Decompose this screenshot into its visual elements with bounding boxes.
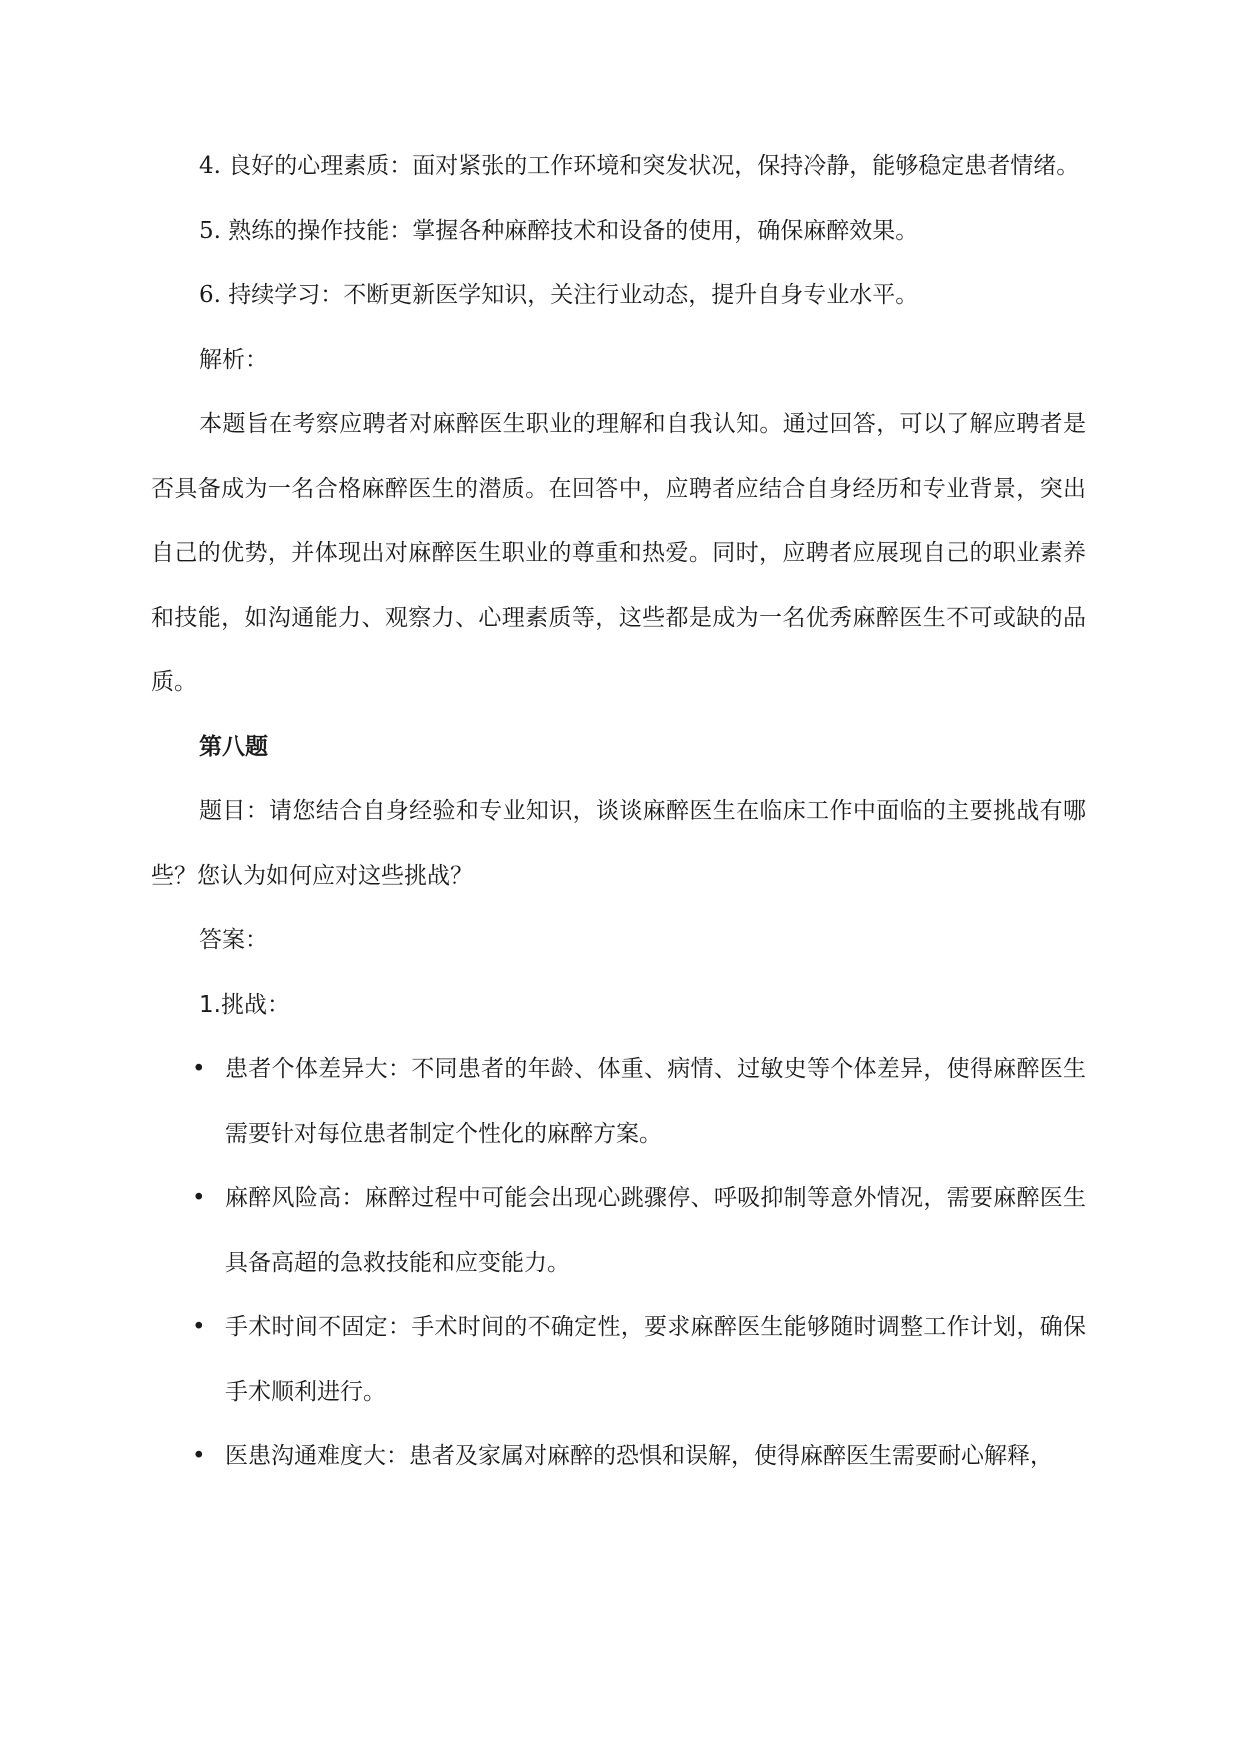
paragraph-operating-skills: 5. 熟练的操作技能：掌握各种麻醉技术和设备的使用，确保麻醉效果。 <box>199 217 919 244</box>
list-item-text: 医患沟通难度大：患者及家属对麻醉的恐惧和误解，使得麻醉医生需要耐心解释， <box>225 1443 1053 1469</box>
bullet-icon: • <box>192 1185 206 1211</box>
bullet-icon: • <box>192 1056 206 1082</box>
list-item-text: 麻醉风险高：麻醉过程中可能会出现心跳骤停、呼吸抑制等意外情况，需要麻醉医生具备高超的急救技能和应变能力。 <box>225 1185 1086 1276</box>
analysis-label: 解析： <box>199 346 268 373</box>
paragraph-continuous-learning: 6. 持续学习：不断更新医学知识，关注行业动态，提升自身专业水平。 <box>199 282 919 308</box>
bullet-icon: • <box>192 1443 206 1469</box>
analysis-paragraph: 本题旨在考察应聘者对麻醉医生职业的理解和自我认知。通过回答，可以了解应聘者是否具备成为一名合格麻醉医生的潜质。在回答中，应聘者应结合自身经历和专业背景，突出自己的优势，并体现出对麻醉医生职业的尊重和热爱。同时，应聘者应展现自己的职业素养和技能，如沟通能力、观察力、心理素质等，这些都是成为一名优秀麻醉医生不可或缺的品质。 <box>151 411 1086 695</box>
document-body <box>151 134 1086 1489</box>
list-item <box>151 1166 1086 1295</box>
bullet-icon: • <box>192 1314 206 1340</box>
challenges-list <box>151 1037 1086 1489</box>
question-paragraph: 题目：请您结合自身经验和专业知识，谈谈麻醉医生在临床工作中面临的主要挑战有哪些？您认为如何应对这些挑战？ <box>151 798 1086 889</box>
list-item <box>151 1295 1086 1424</box>
list-item <box>151 1037 1086 1166</box>
list-item <box>151 1424 1086 1489</box>
section-heading: 第八题 <box>199 733 268 760</box>
list-item-text: 患者个体差异大：不同患者的年龄、体重、病情、过敏史等个体差异，使得麻醉医生需要针对每位患者制定个性化的麻醉方案。 <box>225 1056 1086 1147</box>
paragraph-psychological-quality: 4. 良好的心理素质：面对紧张的工作环境和突发状况，保持冷静，能够稳定患者情绪。 <box>199 153 1080 179</box>
answer-label: 答案： <box>199 927 268 953</box>
challenges-label: 1.挑战： <box>199 991 290 1018</box>
list-item-text: 手术时间不固定：手术时间的不确定性，要求麻醉医生能够随时调整工作计划，确保手术顺利进行。 <box>225 1314 1086 1405</box>
